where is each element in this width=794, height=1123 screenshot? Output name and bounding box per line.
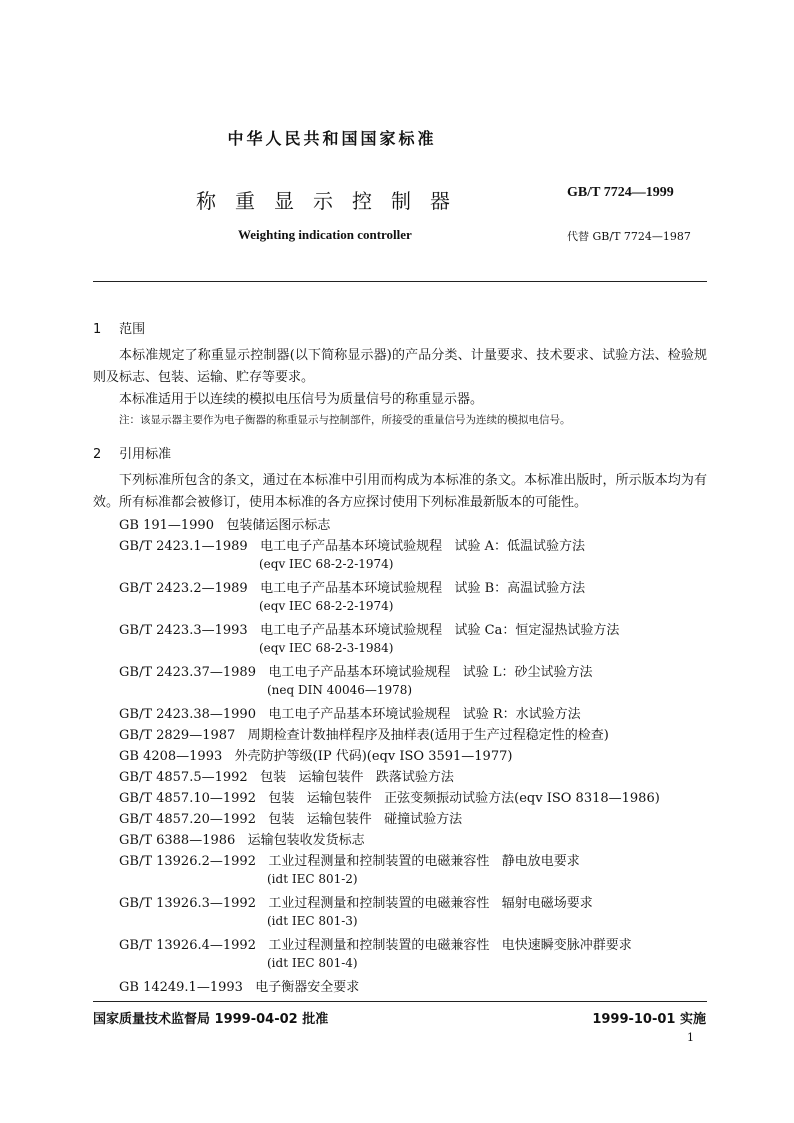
section-1-number: 1 (93, 322, 102, 337)
reference-item: GB/T 4857.20—1992 包装 运输包装件 碰撞试验方法 (119, 812, 463, 827)
national-standard-title: 中华人民共和国国家标准 (227, 129, 437, 148)
reference-item: GB 4208—1993 外壳防护等级(IP 代码)(eqv ISO 3591—1977) (119, 749, 513, 764)
header-divider (93, 281, 707, 282)
section-1-heading (93, 318, 145, 337)
reference-item: GB/T 4857.10—1992 包装 运输包装件 正弦变频振动试验方法(eqv ISO 8318—1986) (119, 791, 660, 806)
reference-equivalence: (neq DIN 40046—1978) (267, 683, 413, 697)
effective-date: 1999-10-01 实施 (592, 1012, 706, 1027)
section-2-number: 2 (93, 447, 102, 462)
reference-item: GB/T 2829—1987 周期检查计数抽样程序及抽样表(适用于生产过程稳定性的检查) (119, 728, 609, 743)
english-title: Weighting indication controller (238, 227, 412, 242)
approval-statement: 国家质量技术监督局 1999-04-02 批准 (93, 1012, 329, 1027)
section-1-paragraph-1: 本标准规定了称重显示控制器(以下简称显示器)的产品分类、计量要求、技术要求、试验方法、检验规则及标志、包装、运输、贮存等要求。 (93, 348, 707, 385)
section-1-paragraph-2: 本标准适用于以连续的模拟电压信号为质量信号的称重显示器。 (119, 392, 484, 407)
reference-item: GB/T 2423.2—1989 电工电子产品基本环境试验规程 试验 B：高温试验方法 (119, 581, 586, 596)
section-2-paragraph: 下列标准所包含的条文，通过在本标准中引用而构成为本标准的条文。本标准出版时，所示版本均为有效。所有标准都会被修订，使用本标准的各方应探讨使用下列标准最新版本的可能性。 (93, 473, 707, 510)
reference-equivalence: (eqv IEC 68-2-3-1984) (259, 641, 394, 655)
reference-equivalence: (idt IEC 801-4) (267, 956, 358, 970)
reference-equivalence: (eqv IEC 68-2-2-1974) (259, 599, 394, 613)
section-1-note: 注：该显示器主要作为电子衡器的称重显示与控制部件，所接受的重量信号为连续的模拟电信号。 (119, 414, 571, 426)
reference-equivalence: (idt IEC 801-3) (267, 914, 358, 928)
reference-equivalence: (idt IEC 801-2) (267, 872, 358, 886)
reference-item: GB/T 6388—1986 运输包装收发货标志 (119, 833, 365, 848)
reference-item: GB/T 13926.4—1992 工业过程测量和控制装置的电磁兼容性 电快速瞬变脉冲群要求 (119, 938, 632, 953)
reference-item: GB 191—1990 包装储运图示标志 (119, 518, 331, 533)
section-2-heading (93, 443, 171, 462)
document-title: 称重显示控制器 (196, 189, 469, 213)
reference-item: GB/T 2423.1—1989 电工电子产品基本环境试验规程 试验 A：低温试验方法 (119, 539, 586, 554)
reference-item: GB 14249.1—1993 电子衡器安全要求 (119, 980, 360, 995)
page-number: 1 (687, 1031, 694, 1044)
reference-item: GB/T 2423.3—1993 电工电子产品基本环境试验规程 试验 Ca：恒定湿热试验方法 (119, 623, 620, 638)
footer-divider (93, 1001, 707, 1002)
section-2-title: 引用标准 (119, 447, 172, 462)
section-1-title: 范围 (119, 322, 146, 337)
reference-item: GB/T 2423.37—1989 电工电子产品基本环境试验规程 试验 L：砂尘试验方法 (119, 665, 593, 680)
reference-item: GB/T 13926.2—1992 工业过程测量和控制装置的电磁兼容性 静电放电要求 (119, 854, 580, 869)
replaces-standard: 代替 GB/T 7724—1987 (567, 230, 691, 243)
reference-item: GB/T 13926.3—1992 工业过程测量和控制装置的电磁兼容性 辐射电磁场要求 (119, 896, 593, 911)
reference-item: GB/T 2423.38—1990 电工电子产品基本环境试验规程 试验 R：水试验方法 (119, 707, 581, 722)
reference-item: GB/T 4857.5—1992 包装 运输包装件 跌落试验方法 (119, 770, 454, 785)
reference-equivalence: (eqv IEC 68-2-2-1974) (259, 557, 394, 571)
standard-number: GB/T 7724—1999 (567, 185, 674, 200)
